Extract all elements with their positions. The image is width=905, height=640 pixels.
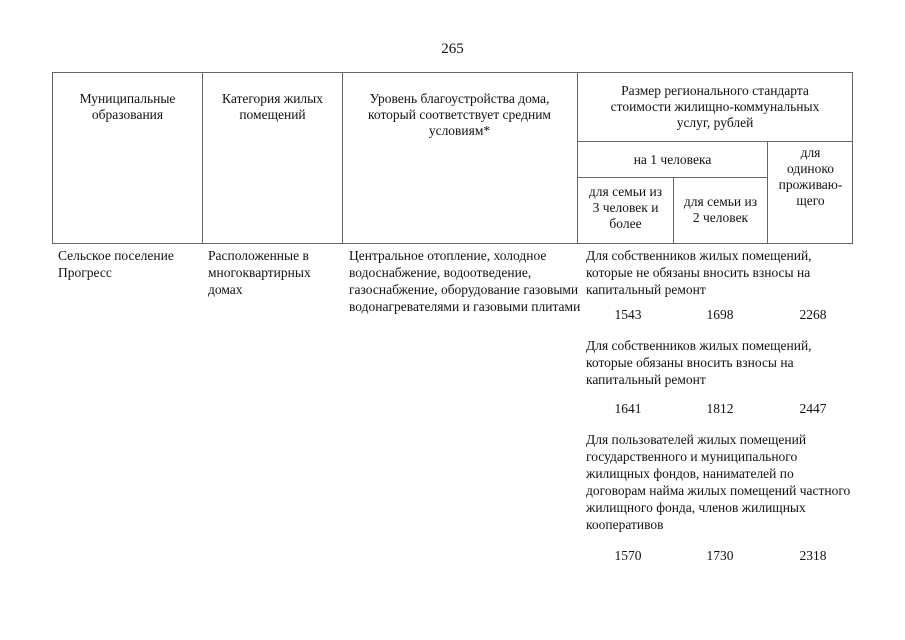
value-single: 2447 [799,401,827,416]
value-family3: 1543 [614,307,642,322]
section-label: Для собственников жилых помещений, которые не обязаны вносить взносы на капитальный ремонт [586,248,812,297]
page-number: 265 [441,41,464,57]
header-category: Категория жилых помещений [222,91,323,122]
header-family3: для семьи из 3 человек и более [588,184,663,231]
value-family3: 1641 [614,401,642,416]
divider [577,177,767,178]
section-label: Для пользователей жилых помещений государственного и муниципального жилищных фондов, нанимателей по договорам найма жилых помещений частного жилищного фонда, членов жилищных кооперативов [586,432,851,532]
divider [577,141,853,142]
header-standard: Размер регионального стандарта стоимости жилищно-коммунальных услуг, рублей [610,83,820,130]
value-family2: 1698 [706,307,734,322]
value-single: 2268 [799,307,827,322]
value-family2: 1812 [706,401,734,416]
section-label: Для собственников жилых помещений, которые обязаны вносить взносы на капитальный ремонт [586,338,812,387]
header-per-person: на 1 человека [633,152,712,167]
row-municipality: Сельское поселение Прогресс [58,248,174,280]
row-category: Расположенные в многоквартирных домах [208,248,311,297]
header-municipality: Муниципальные образования [79,91,176,122]
divider [202,72,203,244]
value-family3: 1570 [614,548,642,563]
row-level: Центральное отопление, холодное водоснабжение, водоотведение, газоснабжение, оборудование газовыми водонагревателями и газовыми плитами [349,248,581,314]
header-level: Уровень благоустройства дома, который соответствует средним условиям* [368,91,551,138]
header-family2: для семьи из 2 человек [683,194,758,225]
header-single: для одиноко проживаю-щего [778,145,843,208]
value-family2: 1730 [706,548,734,563]
value-single: 2318 [799,548,827,563]
divider [342,72,343,244]
